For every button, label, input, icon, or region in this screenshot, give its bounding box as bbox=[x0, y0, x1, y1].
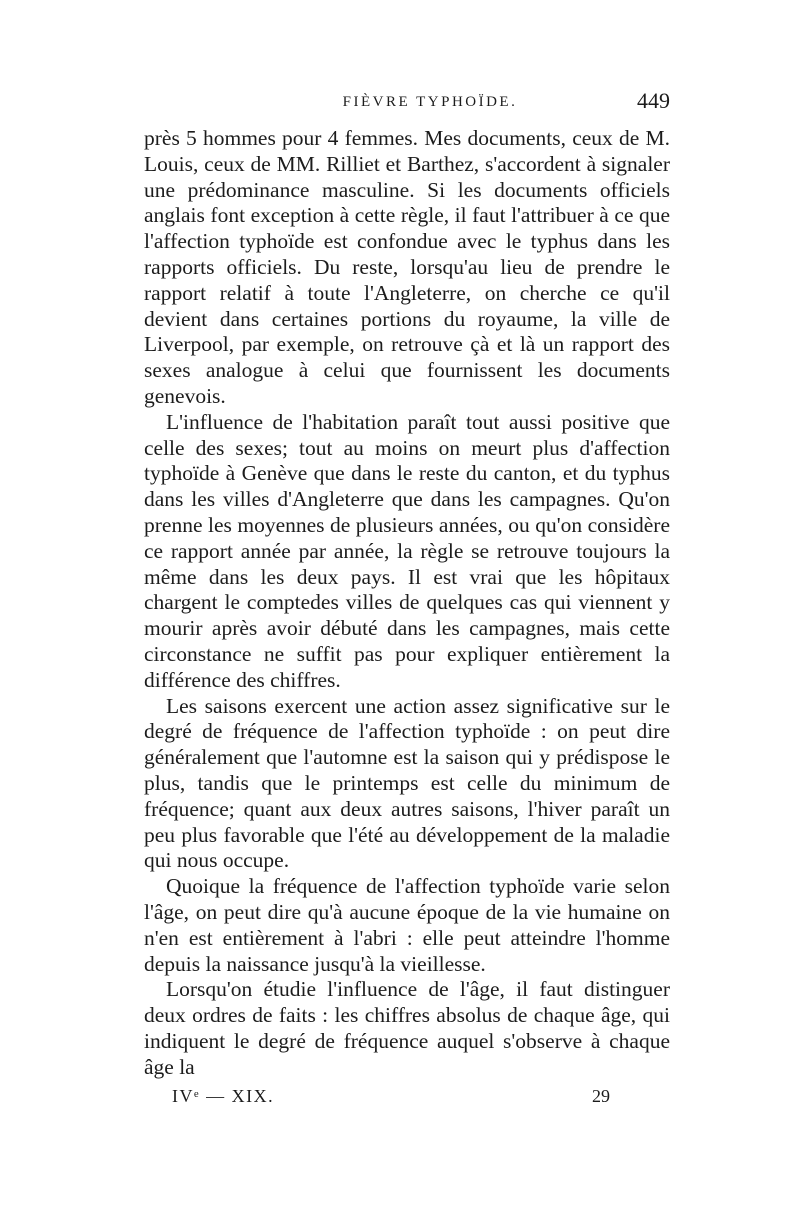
running-head: FIÈVRE TYPHOÏDE. bbox=[342, 94, 518, 110]
signature-mark: IVᵉ — XIX. bbox=[172, 1086, 275, 1107]
page-number: 449 bbox=[637, 88, 670, 113]
book-page bbox=[144, 88, 670, 1116]
page-footer bbox=[144, 1086, 670, 1116]
paragraph-seasons: Les saisons exercent une action assez significative sur le degré de fréquence de l'affection typhoïde : on peut dire généralement que l'automne est la saison qui y prédispose le plus, tandis que le printemps est celle du minimum de fréquence; quant aux deux autres saisons, l'hiver paraît un peu plus favorable que l'été au développement de la maladie qui nous occupe. bbox=[144, 693, 670, 873]
signature-number: 29 bbox=[592, 1086, 610, 1107]
paragraph-age-influence: Lorsqu'on étudie l'influence de l'âge, il faut distinguer deux ordres de faits : les chiffres absolus de chaque âge, qui indiquent le degré de fréquence auquel s'observe à chaque âge la bbox=[144, 977, 670, 1079]
paragraph-habitation: L'influence de l'habitation paraît tout aussi positive que celle des sexes; tout au moins on meurt plus d'affection typhoïde à Genève que dans le reste du canton, et du typhus dans les villes d'Angleterre que dans les campagnes. Qu'on prenne les moyennes de plusieurs années, ou qu'on considère ce rapport année par année, la règle se retrouve toujours la même dans les deux pays. Il est vrai que les hôpitaux chargent le comptedes villes de quelques cas qui viennent y mourir après avoir débuté dans les campagnes, mais cette circonstance ne suffit pas pour expliquer entièrement la différence des chiffres. bbox=[144, 409, 670, 692]
body-text bbox=[144, 126, 670, 1080]
paragraph-age-frequency: Quoique la fréquence de l'affection typhoïde varie selon l'âge, on peut dire qu'à aucune époque de la vie humaine on n'en est entièrement à l'abri : elle peut atteindre l'homme depuis la naissance jusqu'à la vieillesse. bbox=[144, 874, 670, 976]
paragraph-continuation: près 5 hommes pour 4 femmes. Mes documents, ceux de M. Louis, ceux de MM. Rilliet et Barthez, s'accordent à signaler une prédominance masculine. Si les documents officiels anglais font exception à cette règle, il faut l'attribuer à ce que l'affection typhoïde est confondue avec le typhus dans les rapports officiels. Du reste, lorsqu'au lieu de prendre le rapport relatif à toute l'Angleterre, on cherche ce qu'il devient dans certaines portions du royaume, la ville de Liverpool, par exemple, on retrouve çà et là un rapport des sexes analogue à celui que fournissent les documents genevois. bbox=[144, 126, 670, 408]
page-header bbox=[144, 88, 670, 126]
